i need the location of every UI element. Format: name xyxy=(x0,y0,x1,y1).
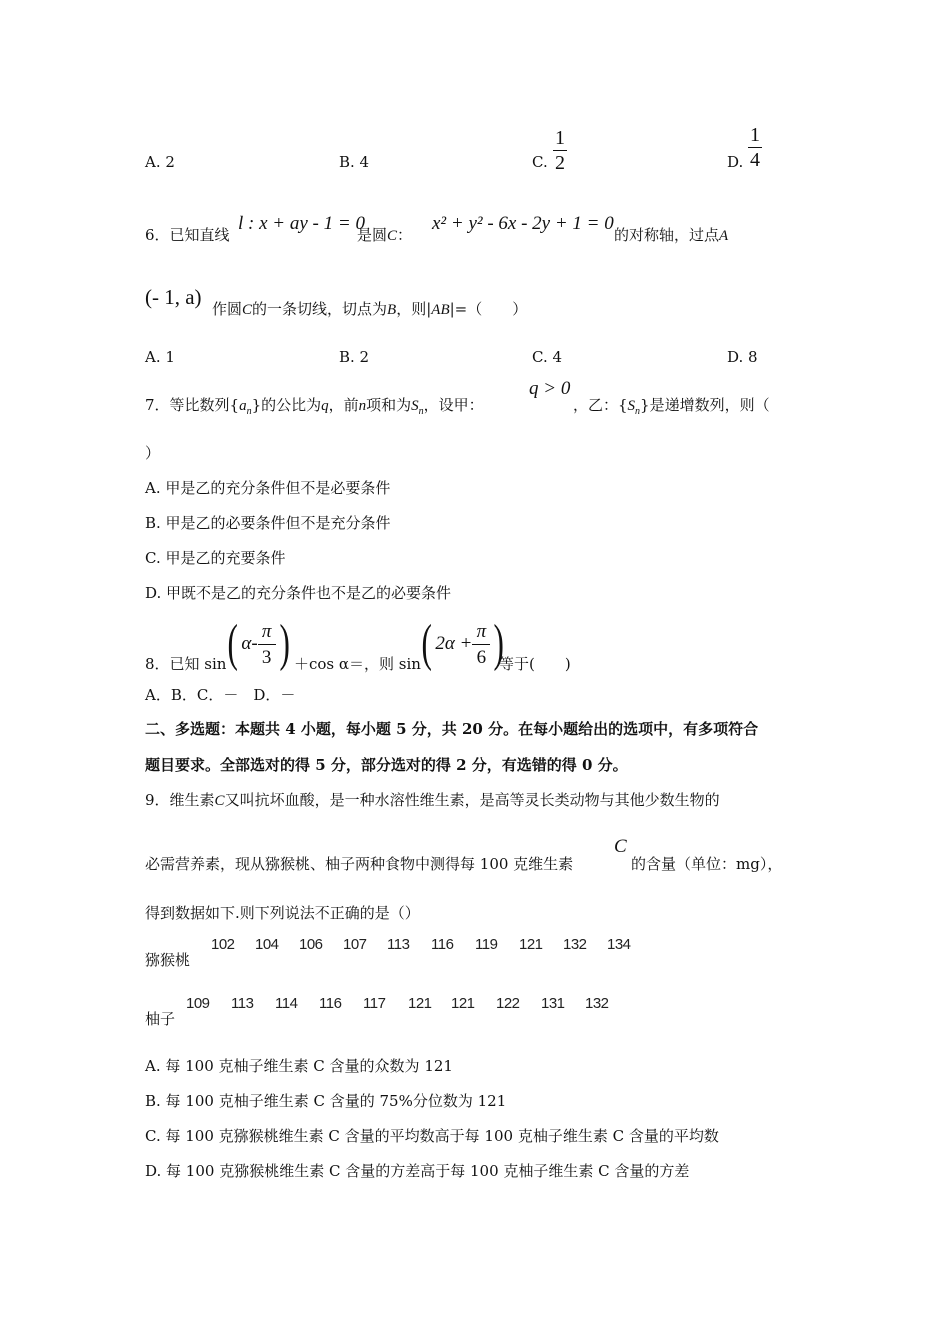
kiwi-value: 134 xyxy=(607,936,631,953)
pomelo-label: 柚子 xyxy=(145,1010,176,1028)
kiwi-label: 猕猴桃 xyxy=(145,951,191,969)
q9-line1: 9．维生素C又叫抗坏血酸，是一种水溶性维生素，是高等灵长类动物与其他少数生物的 xyxy=(145,791,720,809)
q7-option-a: A. 甲是乙的充分条件但不是必要条件 xyxy=(145,479,391,497)
q9-option-c: C. 每 100 克猕猴桃维生素 C 含量的平均数高于每 100 克柚子维生素 C 含量的平均数 xyxy=(145,1127,719,1145)
kiwi-value: 119 xyxy=(475,936,498,953)
kiwi-value: 113 xyxy=(387,936,410,953)
q6-option-c: C. 4 xyxy=(532,348,563,366)
q7-option-d: D. 甲既不是乙的充分条件也不是乙的必要条件 xyxy=(145,584,452,602)
pomelo-value: 116 xyxy=(319,995,342,1012)
q7-condition: q > 0 xyxy=(529,378,571,399)
q8-middle: ＋cos α＝，则 sin xyxy=(294,655,421,673)
q6-text-tail: 的对称轴，过点A xyxy=(614,226,729,244)
q9-line3: 得到数据如下.则下列说法不正确的是（） xyxy=(145,904,420,922)
q7-close-paren: ） xyxy=(145,444,161,462)
q6-option-a: A. 1 xyxy=(145,348,175,366)
kiwi-value: 132 xyxy=(563,936,587,953)
q9-option-b: B. 每 100 克柚子维生素 C 含量的 75%分位数为 121 xyxy=(145,1092,507,1110)
q7-stem-b: ，乙：$\{S_n\}$是递增数列，则（ xyxy=(573,396,770,417)
kiwi-value: 116 xyxy=(431,936,454,953)
q6-text-mid: 是圆C： xyxy=(357,226,413,244)
q5-option-d-fraction: $\frac{1}{4}$ xyxy=(750,124,760,171)
q9-option-d: D. 每 100 克猕猴桃维生素 C 含量的方差高于每 100 克柚子维生素 C 含量的方差 xyxy=(145,1162,690,1180)
q8-suffix: 等于( ) xyxy=(499,655,571,673)
q8-options: A．B．C．－ D．－ xyxy=(145,686,296,704)
kiwi-value: 102 xyxy=(211,936,235,953)
q6-option-d: D. 8 xyxy=(727,348,758,366)
q8-expr2: ( 2α + π 6 ) xyxy=(421,615,505,672)
pomelo-value: 121 xyxy=(451,995,475,1012)
q9-option-a: A. 每 100 克柚子维生素 C 含量的众数为 121 xyxy=(145,1057,453,1075)
kiwi-values xyxy=(211,936,651,954)
q5-option-c-fraction: $\frac{1}{2}$ xyxy=(555,127,565,174)
pomelo-values xyxy=(186,995,629,1013)
q6-point-coords: (- 1, a) xyxy=(145,285,202,309)
q6-option-b: B. 2 xyxy=(339,348,370,366)
kiwi-value: 104 xyxy=(255,936,279,953)
q8-expr1: ( α - π 3 ) xyxy=(227,615,290,672)
q7-option-c: C. 甲是乙的充要条件 xyxy=(145,549,286,567)
q6-line-equation: l : x + ay - 1 = 0 xyxy=(238,213,365,234)
pomelo-value: 109 xyxy=(186,995,210,1012)
kiwi-value: 107 xyxy=(343,936,367,953)
pomelo-value: 131 xyxy=(541,995,565,1012)
q8-prefix: 8．已知 sin xyxy=(145,655,227,673)
section2-line2: 题目要求。全部选对的得 5 分，部分选对的得 2 分，有选错的得 0 分。 xyxy=(145,756,628,774)
q5-option-d: D. xyxy=(727,153,744,171)
pomelo-value: 114 xyxy=(275,995,298,1012)
q5-option-a: A. 2 xyxy=(145,153,175,171)
q7-option-b: B. 甲是乙的必要条件但不是充分条件 xyxy=(145,514,391,532)
pomelo-value: 117 xyxy=(363,995,386,1012)
q5-option-b: B. 4 xyxy=(339,153,370,171)
pomelo-value: 113 xyxy=(231,995,254,1012)
q9-line2a: 必需营养素，现从猕猴桃、柚子两种食物中测得每 100 克维生素 xyxy=(145,855,574,873)
pomelo-value: 122 xyxy=(496,995,520,1012)
q5-option-c: C. xyxy=(532,153,548,171)
q6-number: 6．已知直线 xyxy=(145,226,230,244)
q9-line2b: 的含量（单位：mg）， xyxy=(631,855,783,873)
pomelo-value: 132 xyxy=(585,995,609,1012)
pomelo-value: 121 xyxy=(408,995,432,1012)
q7-stem-a: 7．等比数列$\{a_n\}$的公比为q，前n项和为$S_n$，设甲： xyxy=(145,396,484,417)
q6-circle-equation: x² + y² - 6x - 2y + 1 = 0 xyxy=(432,213,614,234)
section2-line1: 二、多选题：本题共 4 小题，每小题 5 分，共 20 分。在每小题给出的选项中，有多项符合 xyxy=(145,720,759,738)
q6-line2: 作圆C的一条切线，切点为B，则|AB|=（ ） xyxy=(212,300,528,318)
kiwi-value: 121 xyxy=(519,936,543,953)
kiwi-value: 106 xyxy=(299,936,323,953)
q9-line2-c: C xyxy=(614,836,627,857)
